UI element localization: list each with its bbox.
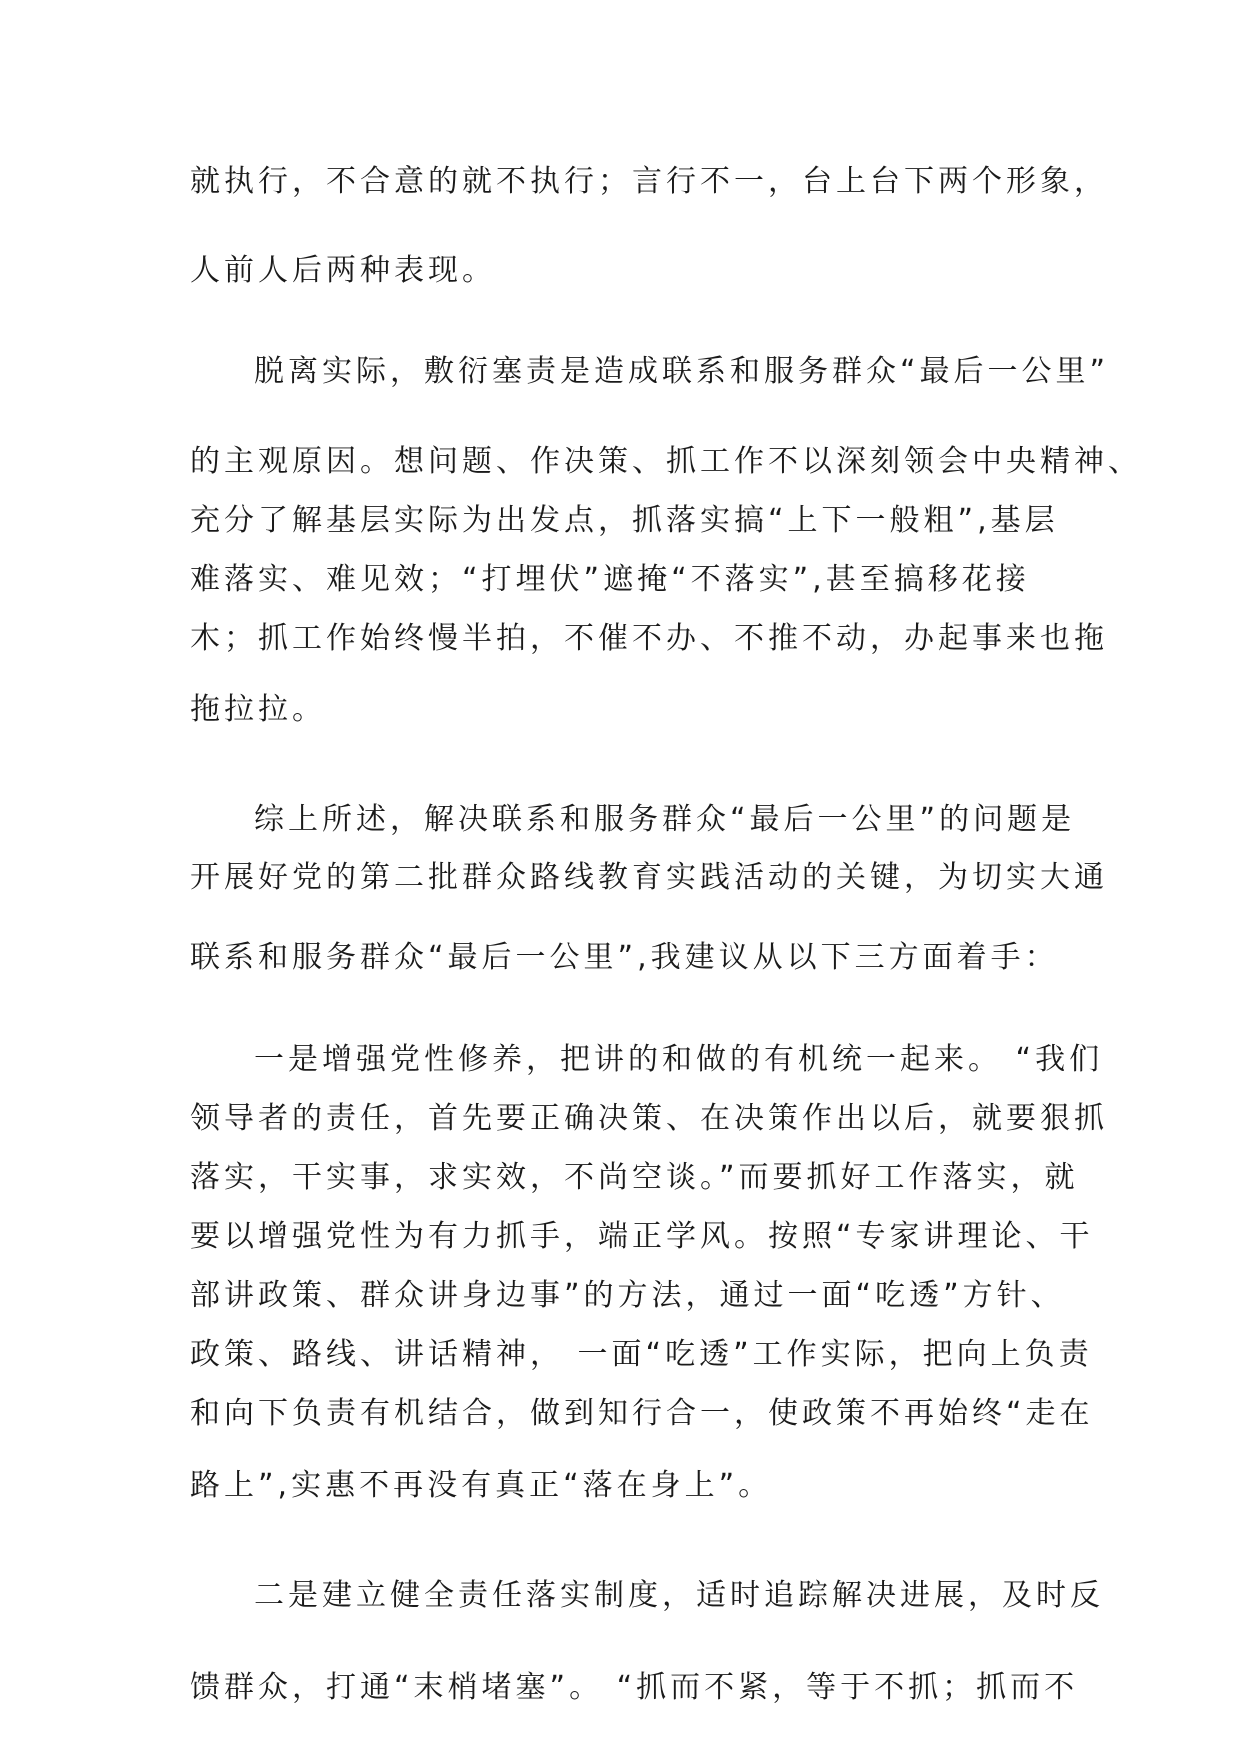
p4-line-5: 部讲政策、群众讲身边事”的方法，通过一面“吃透”方针、 <box>190 1278 1065 1313</box>
p3-line-2: 开展好党的第二批群众路线教育实践活动的关键，为切实大通 <box>190 860 1108 895</box>
p5-line-1: 二是建立健全责任落实制度，适时追踪解决进展，及时反 <box>254 1578 1104 1613</box>
p2-line-1: 脱离实际，敷衍塞责是造成联系和服务群众“最后一公里” <box>254 354 1110 389</box>
p4-line-4: 要以增强党性为有力抓手，端正学风。按照“专家讲理论、干 <box>190 1219 1094 1254</box>
p4-line-8: 路上”,实惠不再没有真正“落在身上”。 <box>190 1468 773 1503</box>
p2-line-2: 的主观原因。想问题、作决策、抓工作不以深刻领会中央精神、 <box>190 444 1142 479</box>
p4-line-6: 政策、路线、讲话精神， 一面“吃透”工作实际，把向上负责 <box>190 1337 1093 1372</box>
p2-line-4: 难落实、难见效；“打埋伏”遮掩“不落实”,甚至搞移花接 <box>190 562 1030 597</box>
p3-line-3: 联系和服务群众“最后一公里”,我建议从以下三方面着手： <box>190 940 1059 975</box>
p1-line-1: 就执行，不合意的就不执行；言行不一，台上台下两个形象， <box>190 164 1108 199</box>
p4-line-2: 领导者的责任，首先要正确决策、在决策作出以后，就要狠抓 <box>190 1101 1108 1136</box>
p4-line-3: 落实，干实事，求实效，不尚空谈。”而要抓好工作落实，就 <box>190 1160 1079 1195</box>
p2-line-6: 拖拉拉。 <box>190 692 326 727</box>
p3-line-1: 综上所述，解决联系和服务群众“最后一公里”的问题是 <box>254 802 1076 837</box>
p2-line-3: 充分了解基层实际为出发点，抓落实搞“上下一般粗”,基层 <box>190 503 1059 538</box>
p4-line-1: 一是增强党性修养，把讲的和做的有机统一起来。 “我们 <box>254 1042 1104 1077</box>
p5-line-2: 馈群众，打通“末梢堵塞”。 “抓而不紧，等于不抓；抓而不 <box>190 1670 1079 1705</box>
p4-line-7: 和向下负责有机结合，做到知行合一，使政策不再始终“走在 <box>190 1396 1094 1431</box>
p2-line-5: 木；抓工作始终慢半拍，不催不办、不推不动，办起事来也拖 <box>190 621 1108 656</box>
p1-line-2: 人前人后两种表现。 <box>190 253 496 288</box>
